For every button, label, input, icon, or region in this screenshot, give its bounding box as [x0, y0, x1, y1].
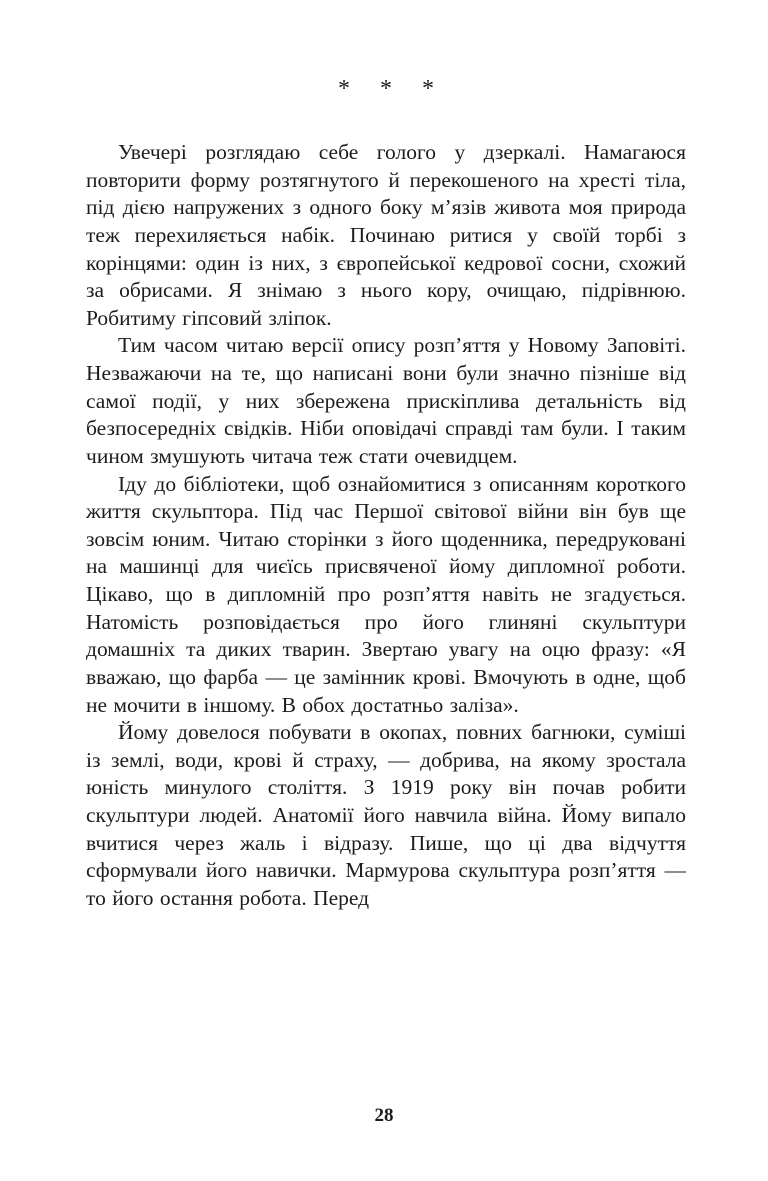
paragraph: Увечері розглядаю себе голого у дзеркалі. Намагаюся повторити форму розтягнутого й перекошеного на хресті тіла, під дією напружених з одного боку м’язів живота моя природа теж перехиляється набік. Починаю ритися у своїй торбі з корінцями: один із них, з європейської кедрової сосни, схожий за обрисами. Я знімаю з нього кору, очищаю, підрівнюю. Робитиму гіпсовий зліпок. [86, 140, 686, 330]
body-text [86, 139, 686, 913]
paragraph: Іду до бібліотеки, щоб ознайомитися з описанням короткого життя скульптора. Під час Першої світової війни він був ще зовсім юним. Читаю сторінки з його щоденника, передруковані на машинці для чиєїсь присвяченої йому дипломної роботи. Цікаво, що в дипломній про розп’яття навіть не згадується. Натомість розповідається про його глиняні скульптури домашніх та диких тварин. Звертаю увагу на оцю фразу: «Я вважаю, що фарба — це замінник крові. Вмочують в одне, щоб не мочити в іншому. В обох достатньо заліза». [86, 471, 686, 717]
paragraph: Тим часом читаю версії опису розп’яття у Новому Заповіті. Незважаючи на те, що написані вони були значно пізніше від самої події, у них збережена прискіплива детальність від безпосередніх свідків. Ніби оповідачі справді там були. І таким чином змушують читача теж стати очевидцем. [86, 333, 686, 468]
page-number: 28 [374, 1105, 394, 1126]
section-divider: * * * [338, 76, 446, 102]
paragraph: Йому довелося побувати в окопах, повних багнюки, суміші із землі, води, крові й страху, — добрива, на якому зростала юність минулого століття. З 1919 року він почав робити скульптури людей. Анатомії його навчила війна. Йому випало вчитися через жаль і відразу. Пише, що ці два відчуття сформували його навички. Мармурова скульптура розп’яття — то його остання робота. Перед [86, 720, 686, 910]
